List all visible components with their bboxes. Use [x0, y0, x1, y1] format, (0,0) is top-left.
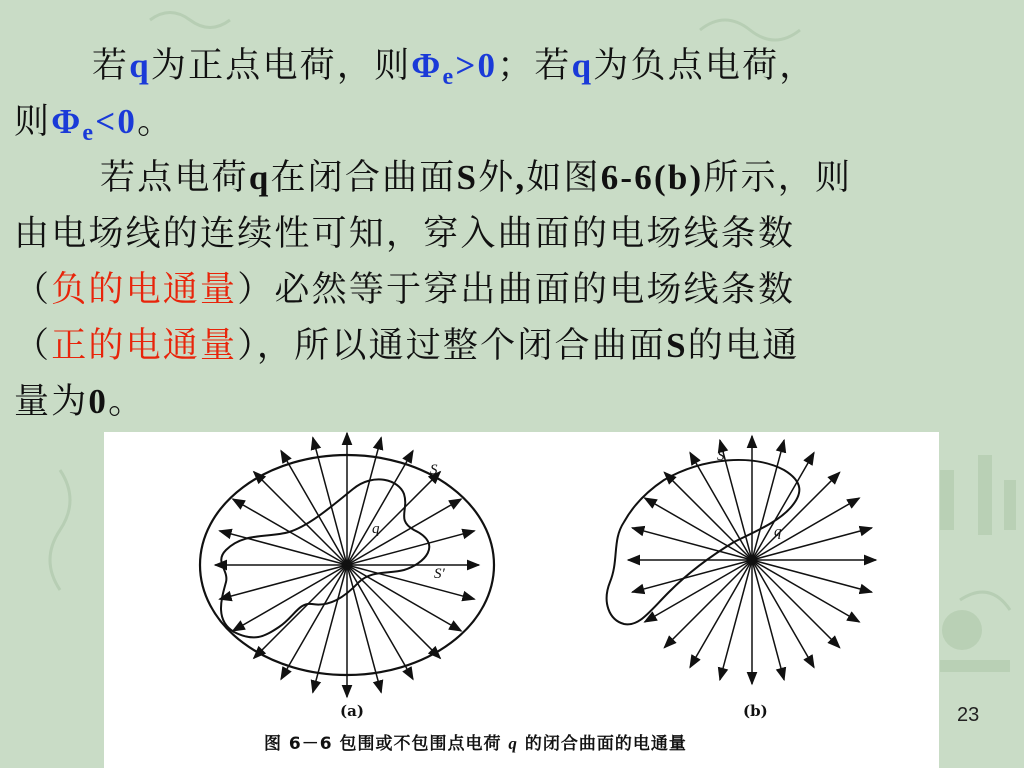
field-line-diagram [104, 432, 939, 768]
field-line [752, 528, 872, 560]
field-line [220, 565, 348, 599]
symbol-s: S [456, 158, 479, 197]
value-zero: 0 [88, 382, 109, 421]
text-run: （ [14, 270, 52, 310]
field-line [752, 560, 784, 680]
figure-caption [264, 729, 687, 754]
text-run: 。 [137, 102, 175, 142]
paragraph2-line5 [14, 374, 1014, 430]
text-run: 外 [478, 158, 516, 198]
symbol-q: q [571, 46, 594, 85]
field-line [347, 565, 475, 599]
caption-symbol-q: q [508, 734, 518, 753]
label-s: S [717, 448, 725, 464]
panel-a [200, 433, 494, 697]
text-run: , [515, 158, 527, 197]
text-run: 如图 [526, 158, 601, 198]
text-run: 在闭合曲面 [270, 158, 457, 198]
symbol-q: q [129, 46, 151, 85]
field-line [720, 560, 752, 680]
subscript-e: e [82, 120, 96, 146]
symbol-s: S [666, 326, 688, 365]
text-run: 量为 [14, 382, 89, 422]
text-run: （ [14, 326, 52, 366]
text-run: 。 [108, 382, 146, 422]
text-run: 的电通 [687, 326, 800, 366]
field-line [220, 531, 348, 565]
field-line [752, 560, 872, 592]
text-run: 所示，则 [703, 158, 853, 198]
field-lines-b [628, 436, 876, 684]
body-text [14, 38, 1014, 430]
field-line [632, 560, 752, 592]
positive-flux-term: 正的电通量 [51, 326, 238, 366]
field-line [632, 528, 752, 560]
figure-6-6 [104, 432, 939, 768]
figure-reference: 6-6(b) [600, 158, 704, 197]
paragraph1-line2 [14, 94, 1014, 150]
text-run: ；若 [497, 46, 572, 86]
page-number: 23 [957, 704, 980, 726]
label-q: q [372, 521, 380, 537]
paragraph2-line1 [14, 150, 1014, 206]
text-run: 为负点电荷， [593, 46, 817, 86]
caption-text: 的闭合曲面的电通量 [517, 734, 687, 754]
comparison: >0 [455, 46, 498, 85]
text-run: ）必然等于穿出曲面的电场线条数 [237, 270, 796, 310]
text-run: 若点电荷 [100, 158, 249, 198]
panel-b [607, 436, 876, 684]
symbol-q: q [248, 158, 271, 197]
field-lines-a [215, 433, 479, 697]
symbol-phi: Φ [411, 46, 443, 85]
paragraph2-line2: 由电场线的连续性可知，穿入曲面的电场线条数 [14, 214, 796, 254]
text-run: 为正点电荷，则 [150, 46, 412, 86]
field-line [752, 440, 784, 560]
subscript-e: e [442, 64, 456, 90]
label-q: q [774, 524, 782, 540]
subfigure-label-b: (b) [743, 702, 768, 720]
field-line [347, 531, 475, 565]
paragraph1-line1 [14, 38, 1014, 94]
caption-text: 图 6－6 包围或不包围点电荷 [264, 734, 509, 754]
text-run: ），所以通过整个闭合曲面 [237, 326, 667, 366]
negative-flux-term: 负的电通量 [51, 270, 238, 310]
label-s-prime: S′ [434, 566, 445, 582]
text-run: 则 [14, 102, 52, 142]
comparison: <0 [95, 102, 138, 141]
text-run: 若 [92, 46, 130, 86]
symbol-phi: Φ [51, 102, 83, 141]
paragraph2-line4 [14, 318, 1014, 374]
paragraph2-line3 [14, 262, 1014, 318]
label-s: S [430, 462, 438, 478]
subfigure-label-a: (a) [340, 702, 364, 720]
